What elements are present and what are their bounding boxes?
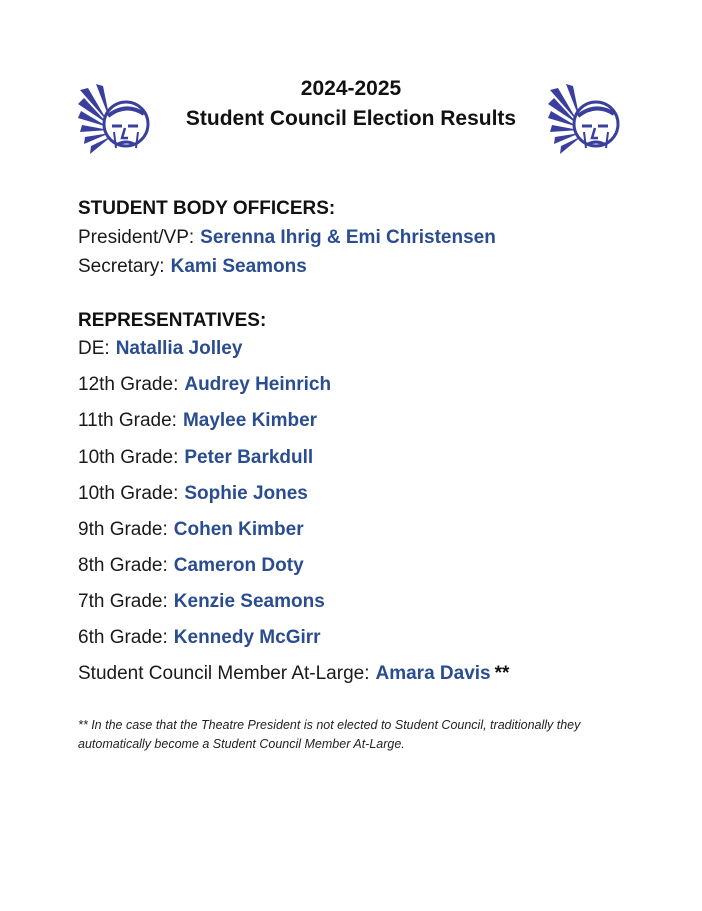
role-label: President/VP: bbox=[78, 227, 195, 248]
person-name: Kennedy McGirr bbox=[173, 627, 321, 648]
role-label: 7th Grade: bbox=[78, 591, 168, 612]
role-label: DE: bbox=[78, 338, 110, 359]
person-name: Cameron Doty bbox=[173, 555, 304, 576]
representative-row bbox=[78, 663, 509, 685]
person-name: Kenzie Seamons bbox=[173, 591, 325, 612]
person-name: Sophie Jones bbox=[184, 483, 308, 504]
representative-row bbox=[78, 555, 304, 577]
role-label: Secretary: bbox=[78, 256, 165, 277]
person-name: Amara Davis bbox=[375, 663, 491, 684]
role-label: 8th Grade: bbox=[78, 555, 168, 576]
person-name: Peter Barkdull bbox=[184, 447, 314, 468]
year-title: 2024-2025 bbox=[300, 77, 402, 100]
person-name: Cohen Kimber bbox=[173, 519, 304, 540]
person-name: Serenna Ihrig & Emi Christensen bbox=[200, 227, 496, 248]
page-title: Student Council Election Results bbox=[185, 107, 517, 130]
warrior-head-mascot-icon bbox=[78, 82, 158, 162]
representative-row bbox=[78, 374, 331, 396]
footnote: ** In the case that the Theatre President is not elected to Student Council, traditionally they automatically become a Student Council Member At-Large. bbox=[78, 718, 581, 751]
role-label: Student Council Member At-Large: bbox=[78, 663, 370, 684]
person-name: Natallia Jolley bbox=[115, 338, 243, 359]
representative-row bbox=[78, 627, 321, 649]
representative-row bbox=[78, 483, 308, 505]
person-name: Audrey Heinrich bbox=[184, 374, 332, 395]
officers-heading: STUDENT BODY OFFICERS: bbox=[78, 198, 336, 219]
role-label: 9th Grade: bbox=[78, 519, 168, 540]
role-label: 11th Grade: bbox=[78, 410, 177, 431]
representatives-heading: REPRESENTATIVES: bbox=[78, 310, 267, 331]
representative-row bbox=[78, 519, 304, 541]
role-label: 10th Grade: bbox=[78, 483, 179, 504]
role-label: 10th Grade: bbox=[78, 447, 179, 468]
role-label: 12th Grade: bbox=[78, 374, 179, 395]
officer-row bbox=[78, 256, 307, 278]
person-name: Maylee Kimber bbox=[182, 410, 318, 431]
representative-row bbox=[78, 447, 313, 469]
role-label: 6th Grade: bbox=[78, 627, 168, 648]
title-block bbox=[160, 74, 542, 134]
footnote-marker: ** bbox=[494, 663, 510, 684]
representative-row bbox=[78, 591, 325, 613]
person-name: Kami Seamons bbox=[170, 256, 307, 277]
warrior-head-mascot-icon bbox=[548, 82, 628, 162]
officer-row bbox=[78, 227, 496, 249]
header bbox=[0, 72, 702, 162]
representative-row bbox=[78, 410, 317, 432]
representative-row bbox=[78, 338, 242, 360]
